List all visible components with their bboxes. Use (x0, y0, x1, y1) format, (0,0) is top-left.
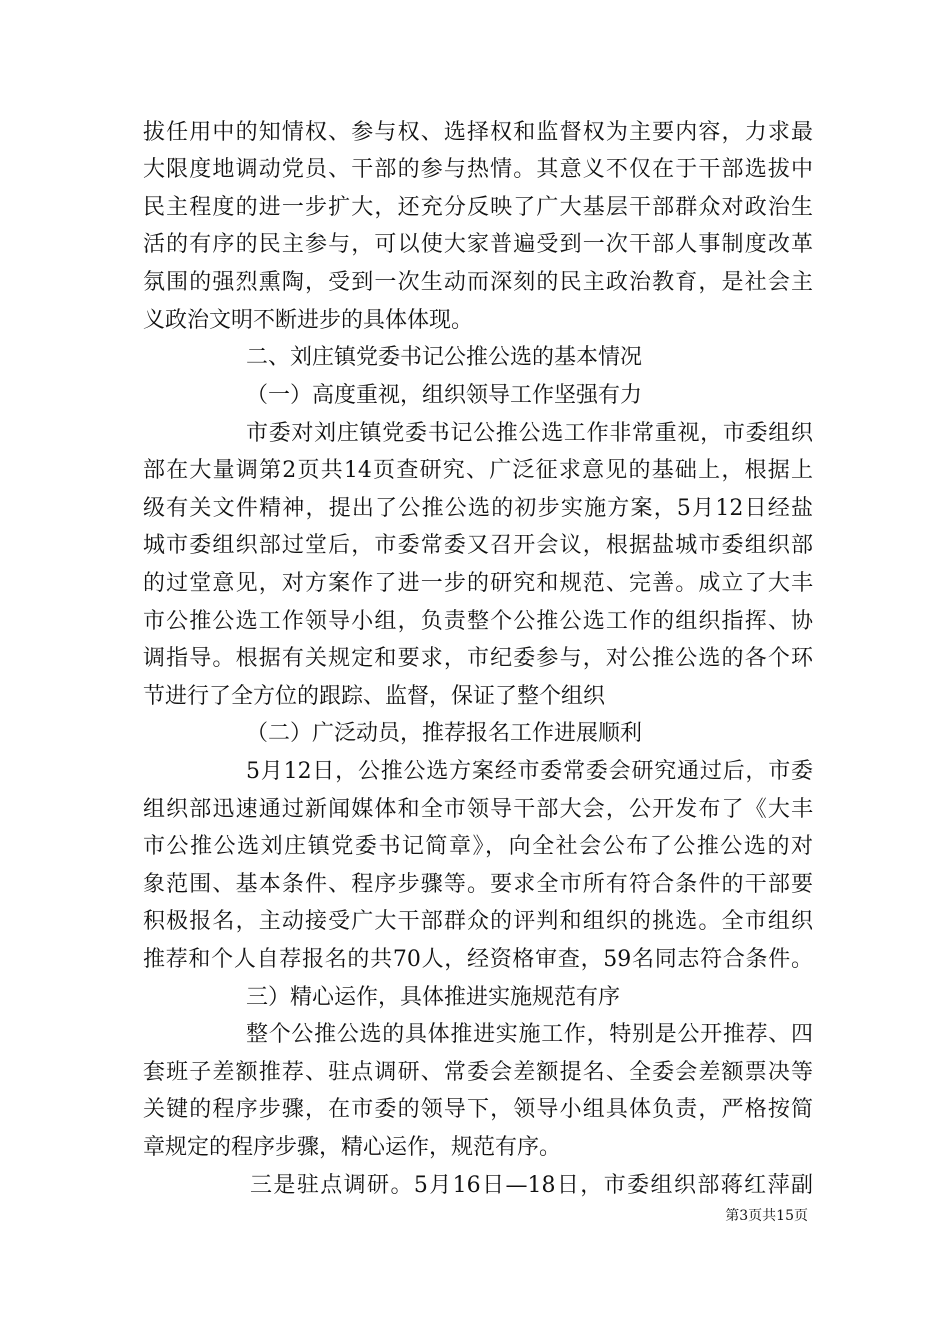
paragraph-line: 市公推公选工作领导小组，负责整个公推公选工作的组织指挥、协 (143, 609, 813, 634)
paragraph-line: 关键的程序步骤，在市委的领导下，领导小组具体负责，严格按简 (143, 1097, 813, 1122)
paragraph-line: 义政治文明不断进步的具体体现。 (143, 308, 474, 333)
paragraph-line: 市公推公选刘庄镇党委书记简章》，向全社会公布了公推公选的对 (143, 834, 813, 859)
paragraph-line: 调指导。根据有关规定和要求，市纪委参与，对公推公选的各个环 (143, 646, 813, 671)
paragraph-line: 活的有序的民主参与，可以使大家普遍受到一次干部人事制度改革 (143, 232, 813, 257)
paragraph-line: 城市委组织部过堂后，市委常委又召开会议，根据盐城市委组织部 (143, 533, 813, 558)
paragraph-line: 推荐和个人自荐报名的共70人，经资格审查，59名同志符合条件。 (143, 947, 813, 972)
subsection-heading: （一）高度重视，组织领导工作坚强有力 (246, 383, 643, 408)
paragraph-line: 章规定的程序步骤，精心运作，规范有序。 (143, 1135, 562, 1160)
paragraph-line: 民主程度的进一步扩大，还充分反映了广大基层干部群众对政治生 (143, 195, 813, 220)
paragraph-line: 部在大量调第2页共14页查研究、广泛征求意见的基础上，根据上 (143, 458, 813, 483)
paragraph-line: 组织部迅速通过新闻媒体和全市领导干部大会，公开发布了《大丰 (143, 797, 813, 822)
paragraph-line: 大限度地调动党员、干部的参与热情。其意义不仅在于干部选拔中 (143, 157, 813, 182)
page-number: 第3页共15页 (725, 1208, 808, 1224)
paragraph-line: 套班子差额推荐、驻点调研、常委会差额提名、全委会差额票决等 (143, 1060, 813, 1085)
section-heading: 二、刘庄镇党委书记公推公选的基本情况 (246, 345, 643, 370)
paragraph-line: 拔任用中的知情权、参与权、选择权和监督权为主要内容，力求最 (143, 120, 813, 145)
paragraph-line: 象范围、基本条件、程序步骤等。要求全市所有符合条件的干部要 (143, 872, 813, 897)
paragraph-line: 的过堂意见，对方案作了进一步的研究和规范、完善。成立了大丰 (143, 571, 813, 596)
paragraph-line: 级有关文件精神，提出了公推公选的初步实施方案，5月12日经盐 (143, 496, 813, 521)
paragraph-line: 5月12日，公推公选方案经市委常委会研究通过后，市委 (246, 759, 813, 784)
paragraph-line: 氛围的强烈熏陶，受到一次生动而深刻的民主政治教育，是社会主 (143, 270, 813, 295)
paragraph-line: 积极报名，主动接受广大干部群众的评判和组织的挑选。全市组织 (143, 909, 813, 934)
paragraph-line: 整个公推公选的具体推进实施工作，特别是公开推荐、四 (246, 1022, 813, 1047)
paragraph-line: 市委对刘庄镇党委书记公推公选工作非常重视，市委组织 (246, 421, 813, 446)
subsection-heading: （二）广泛动员，推荐报名工作进展顺利 (246, 721, 643, 746)
paragraph-line: 三是驻点调研。5月16日—18日，市委组织部蒋红萍副 (250, 1173, 813, 1198)
subsection-heading: 三）精心运作，具体推进实施规范有序 (246, 985, 621, 1010)
paragraph-line: 节进行了全方位的跟踪、监督，保证了整个组织 (143, 684, 606, 709)
